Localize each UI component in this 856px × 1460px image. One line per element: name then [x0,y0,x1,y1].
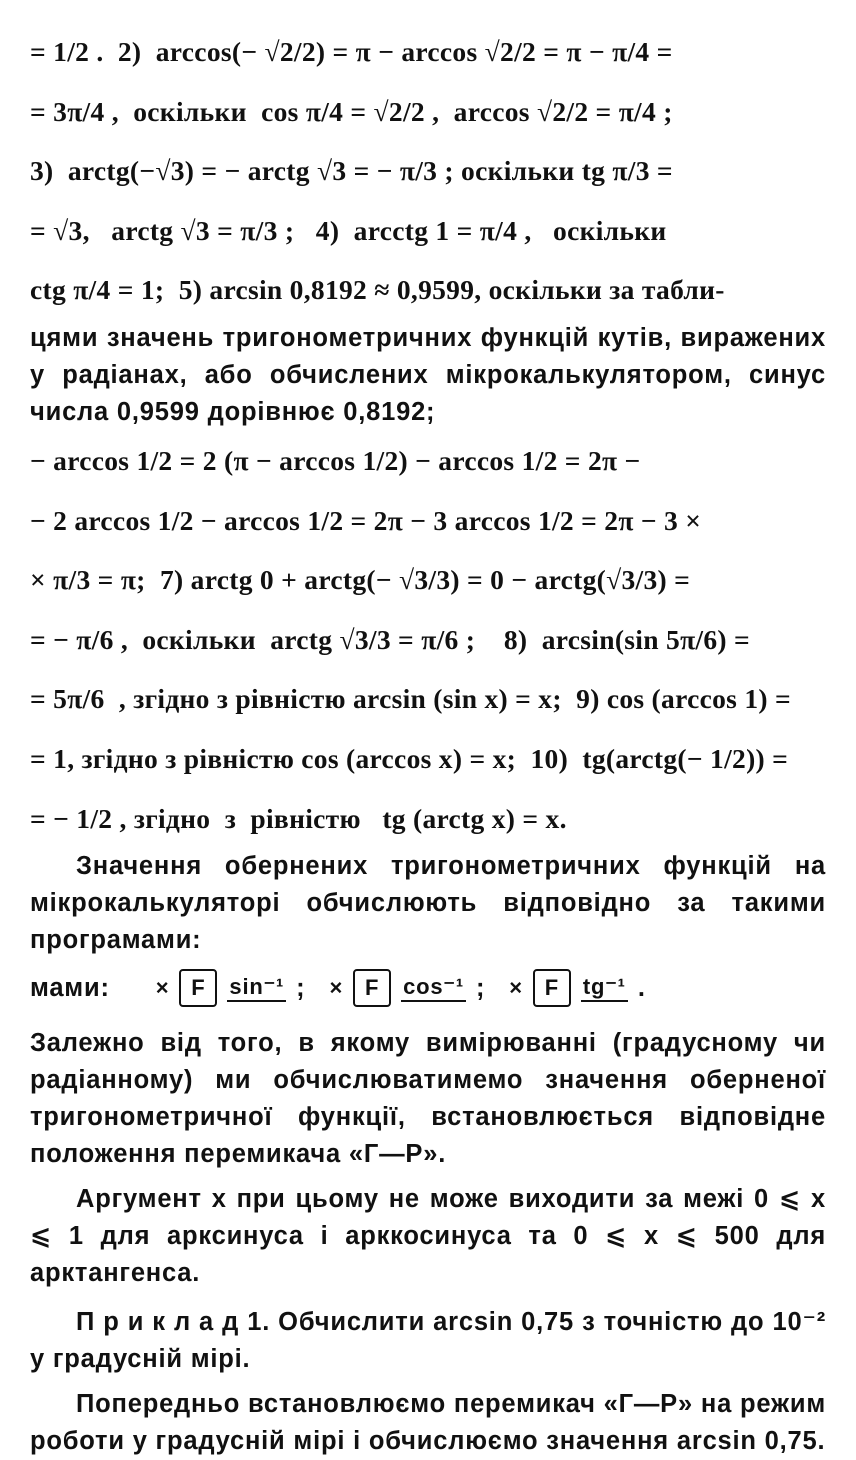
arcsin-key: sin⁻¹ [227,974,286,1002]
math-line: − 2 arccos 1/2 − arccos 1/2 = 2π − 3 arccos 1/2 = 2π − 3 × [30,504,702,536]
arctg-key: tg⁻¹ [581,974,628,1002]
math-line: × π/3 = π; 7) arctg 0 + arctg(− √3/3) = 0 − arctg(√3/3) = [30,564,691,596]
body-text [30,1025,826,1460]
example-paragraph: П р и к л а д 1. Обчислити arcsin 0,75 з точністю до 10⁻² у градусній мірі. [30,1308,826,1374]
calculator-section [30,848,826,959]
math-line: = √3, arctg √3 = π/3 ; 4) arcctg 1 = π/4 , оскільки [30,214,667,246]
switch-paragraph: Залежно від того, в якому вимірюванні (градусному чи радіанному) ми обчислюватимемо значення оберненої тригонометричної функції, встановлюється відповідне положення перемикача «Г—Р». [30,1029,826,1169]
math-line: = 3π/4 , оскільки cos π/4 = √2/2 , arccos √2/2 = π/4 ; [30,95,673,127]
math-block-1 [30,22,826,320]
f-key-icon: F [179,969,217,1007]
math-line: = 1/2 . 2) arccos(− √2/2) = π − arccos √2/2 = π − π/4 = [30,36,673,67]
math-line: = − π/6 , оскільки arctg √3/3 = π/6 ; 8) arcsin(sin 5π/6) = [30,623,751,655]
first-step-paragraph: Попередньо встановлюємо перемикач «Г—Р» на режим роботи у градусній мірі і обчислюємо значення arcsin 0,75. [30,1390,826,1456]
math-line: = 1, згідно з рівністю cos (arccos x) = x; 10) tg(arctg(− 1/2)) = [30,742,789,774]
separator: ; [296,973,306,1002]
math-line: = 5π/6 , згідно з рівністю arcsin (sin x) = x; 9) cos (arccos 1) = [30,683,791,715]
key-sequences [30,959,826,1017]
math-line: ctg π/4 = 1; 5) arcsin 0,8192 ≈ 0,9599, оскільки за табли- [30,274,725,306]
separator: ; [475,973,486,1002]
keys-lead: мами: [30,973,110,1002]
math-line: − arccos 1/2 = 2 (π − arccos 1/2) − arccos 1/2 = 2π − [30,444,641,476]
tables-paragraph [30,320,826,431]
tables-text: цями значень тригонометричних функцій кутів, виражених у радіанах, або обчислених мікрокалькулятором, синус числа 0,9599 дорівнює 0,8192; [30,323,826,426]
multiply-sign: × [329,975,344,1001]
f-key-icon: F [353,969,391,1007]
math-block-2 [30,431,826,848]
math-line: = − 1/2 , згідно з рівністю tg (arctg x) = x. [30,802,567,834]
argument-paragraph: Аргумент x при цьому не може виходити за межі 0 ⩽ x ⩽ 1 для арксинуса і арккосинуса та 0 ⩽ x ⩽ 500 для арктангенса. [30,1185,826,1288]
multiply-sign: × [509,975,523,1001]
calc-intro: Значення обернених тригонометричних функцій на мікрокалькуляторі обчислюють відповідно за такими програмами: [30,852,826,955]
math-line: 3) arctg(−√3) = − arctg √3 = − π/3 ; оскільки tg π/3 = [30,155,673,187]
end-dot: . [637,973,646,1002]
arccos-key: cos⁻¹ [401,974,466,1002]
multiply-sign: × [155,975,170,1001]
f-key-icon: F [533,969,571,1007]
